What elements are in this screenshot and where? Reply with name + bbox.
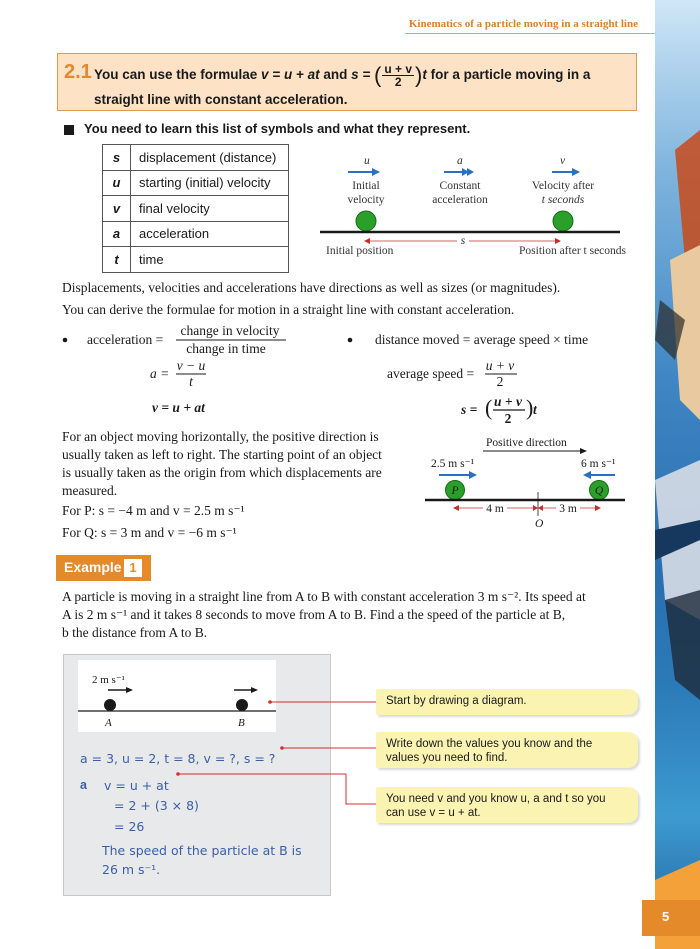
symbol-cell: a [103,221,131,247]
worked-solution-panel [63,654,331,896]
symbol-cell: t [103,247,131,273]
learn-heading: You need to learn this list of symbols and what they represent. [84,121,471,136]
description-cell: final velocity [131,196,289,222]
example-tab [56,555,151,581]
accel-numerator: change in velocity [180,323,280,338]
a-symbol: a [457,155,463,167]
symbol-cell: s [103,145,131,171]
p-speed-label: 2.5 m s⁻¹ [431,458,475,470]
initial-speed-label: 2 m s⁻¹ [92,674,125,686]
conclusion-line-1: The speed of the particle at B is [102,843,302,858]
origin-label: O [535,518,544,530]
part-a-label: a [80,778,87,792]
derivation-velocity [60,322,320,422]
arrowhead [538,505,543,511]
kp-formula-1: v = u + at [261,67,320,83]
initial-position-label: Initial position [326,245,394,257]
positive-direction-label: Positive direction [486,437,567,449]
kp-formula-2-lhs: s = [351,67,371,83]
positive-arrow-icon [580,448,587,454]
example-label: Example [64,559,122,575]
direction-line-2: usually taken as left to right. The starting point of an object [62,447,382,462]
s-numerator: u + v [494,394,522,409]
description-cell: displacement (distance) [131,145,289,171]
point-b-dot [236,699,248,711]
description-cell: acceleration [131,221,289,247]
avg-speed-label: average speed = [387,366,475,381]
v-symbol: v [560,155,566,167]
direction-line-1: For an object moving horizontally, the positive direction is [62,429,379,444]
example-diagram [78,660,276,732]
s-tail: t [533,402,537,417]
point-b-label: B [238,717,245,729]
double-arrow-icon [462,168,474,176]
callout-use-formula [376,787,638,823]
key-point-number: 2.1 [64,61,92,83]
position-after-label: Position after t seconds [519,245,626,257]
arrow-icon [251,687,258,693]
motion-diagram [320,152,640,262]
known-values: a = 3, u = 2, t = 8, v = ?, s = ? [80,751,276,766]
initial-velocity-label-1: Initial [352,180,380,192]
accel-denominator: change in time [186,341,266,356]
derivation-distance [345,322,645,430]
acceleration-label: acceleration = [87,332,164,347]
symbol-cell: v [103,196,131,222]
avg-numerator: u + v [485,358,515,373]
kp-text-c: for a particle moving in a straight line with constant acceleration. [94,67,591,107]
description-cell: time [131,247,289,273]
paragraph-derive: You can derive the formulae for motion in a straight line with constant acceleration. [62,302,515,317]
v-result: v = u + at [152,400,205,415]
bullet-square [64,125,74,135]
table-row [103,247,289,273]
kp-text-b: and [319,67,352,83]
paren-left: ( [485,395,493,420]
distance-line: distance moved = average speed × time [375,332,589,347]
paragraph-directions: Displacements, velocities and accelerations have directions as well as sizes (or magnitudes). [62,280,561,295]
working-line-3: = 26 [114,819,145,834]
for-q-line: For Q: s = 3 m and v = −6 m s⁻¹ [62,525,237,540]
bullet-dot [348,338,353,343]
callout-text: Write down the values you know and the [386,738,593,750]
u-symbol: u [364,155,370,167]
p-arrow-icon [469,471,477,479]
velocity-after-label-2: t seconds [541,194,585,206]
header-rule [405,33,655,34]
direction-line-3: is usually taken as the origin from which displacements are [62,465,382,480]
kp-fraction [382,63,414,88]
avg-denominator: 2 [496,374,504,389]
a-denominator: t [189,374,193,389]
key-point-box [57,53,637,111]
paren-right: ) [415,62,423,88]
callout-write-values [376,732,638,768]
conclusion-line-2: 26 m s⁻¹. [102,862,161,877]
kp-frac-den: 2 [394,75,402,89]
table-row [103,221,289,247]
paren-right: ) [526,395,534,420]
kp-formula-2-tail: t [422,67,427,83]
paren-left: ( [374,62,382,88]
point-a-dot [104,699,116,711]
direction-line-4: measured. [62,483,118,498]
description-cell: starting (initial) velocity [131,170,289,196]
left-distance-label: 4 m [486,503,504,515]
direction-diagram [425,432,635,532]
page-number: 5 [662,909,670,924]
callout-text: can use v = u + at. [386,807,481,819]
initial-velocity-label-2: velocity [347,194,385,206]
kp-text-a: You can use the formulae [94,67,262,83]
table-row [103,145,289,171]
constant-accel-label-1: Constant [439,180,481,192]
kp-frac-num: u + v [384,62,413,76]
arrowhead [595,505,601,511]
right-distance-label: 3 m [559,503,577,515]
ball-initial [356,211,376,231]
arrowhead [453,505,459,511]
point-a-label: A [105,717,112,729]
arrowhead [533,505,538,511]
page-number-tab [642,900,700,936]
ball-final [553,211,573,231]
symbol-cell: u [103,170,131,196]
symbols-table [102,144,289,273]
callout-draw-diagram [376,689,638,715]
key-point-text [94,63,634,112]
s-label: s [460,235,466,247]
example-number: 1 [124,559,142,577]
arrow-icon [126,687,133,693]
working-line-1: v = u + at [104,778,169,793]
callout-text: Start by drawing a diagram. [386,695,527,707]
table-row [103,196,289,222]
u-arrow-icon [372,168,380,176]
constant-accel-label-2: acceleration [432,194,488,206]
question-line-2: A is 2 m s⁻¹ and it takes 8 seconds to move from A to B. Find a the speed of the particle at B, [62,607,566,622]
a-equals: a = [150,366,170,381]
velocity-after-label-1: Velocity after [531,180,595,192]
v-arrow-icon [572,168,580,176]
q-arrow-icon [583,471,591,479]
p-label: P [451,485,459,497]
a-numerator: v − u [176,358,206,373]
for-p-line: For P: s = −4 m and v = 2.5 m s⁻¹ [62,503,245,518]
s-denominator: 2 [504,411,512,426]
s-equals: s = [461,402,478,417]
working-line-2: = 2 + (3 × 8) [114,798,199,813]
q-label: Q [594,485,604,497]
table-row [103,170,289,196]
skydiver-photo [655,0,700,949]
callout-text: values you need to find. [386,752,508,764]
running-header: Kinematics of a particle moving in a straight line [408,18,638,30]
question-line-1: A particle is moving in a straight line from A to B with constant acceleration 3 m s⁻². Its speed at [62,589,586,604]
s-right-arrowhead [555,238,561,244]
callout-text: You need v and you know u, a and t so you [386,793,606,805]
s-left-arrowhead [364,238,370,244]
question-line-3: b the distance from A to B. [62,625,208,640]
bullet-dot [63,338,68,343]
q-speed-label: 6 m s⁻¹ [581,458,616,470]
